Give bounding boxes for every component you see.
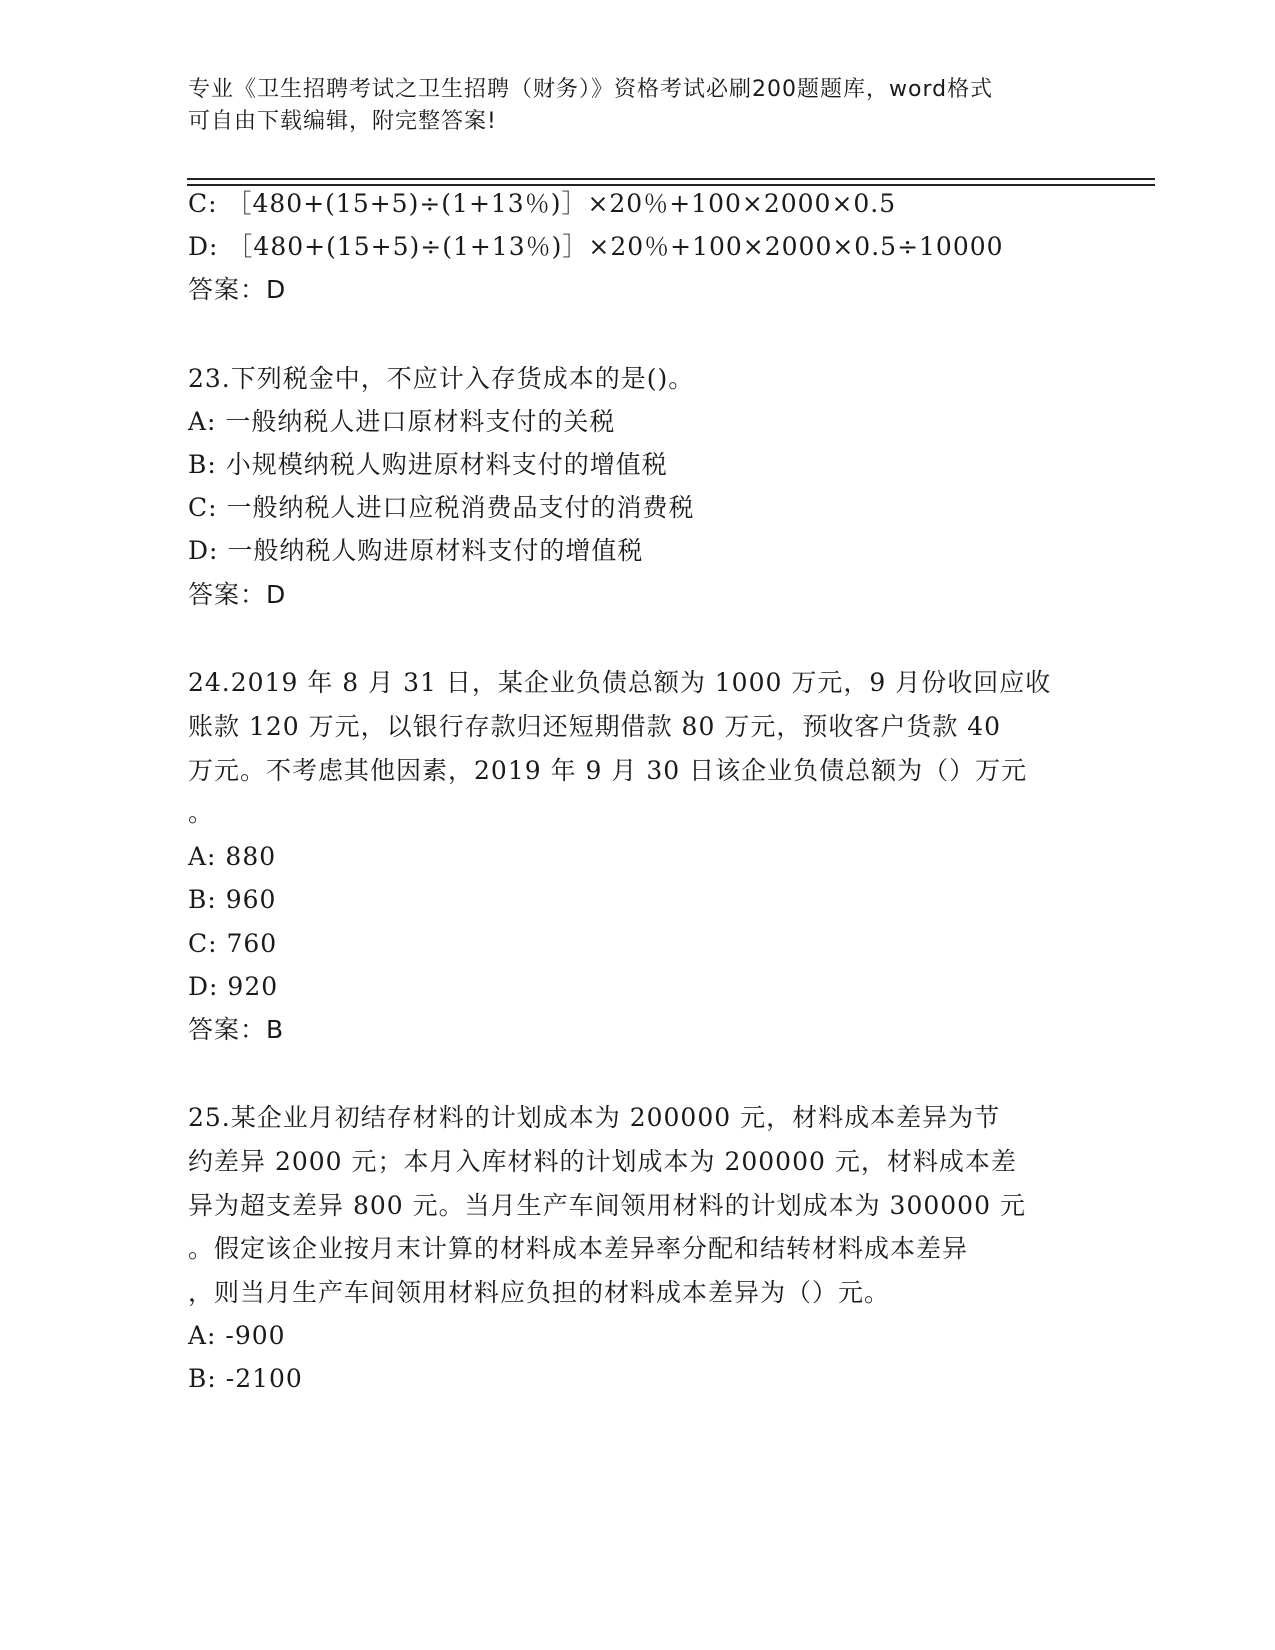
q23-answer: 答案：D <box>188 580 287 609</box>
q25-option-a: A: -900 <box>188 1321 286 1350</box>
q22-option-d: D: ［480+(15+5)÷(1+13％)］×20％+100×2000×0.5÷10000 <box>188 232 1004 261</box>
q25-stem-line-2: 约差异 2000 元；本月入库材料的计划成本为 200000 元，材料成本差 <box>188 1147 1017 1176</box>
q23-option-b: B: 小规模纳税人购进原材料支付的增值税 <box>188 450 668 479</box>
q24-stem-line-4: 。 <box>188 798 215 827</box>
q25-stem-line-4: 。假定该企业按月末计算的材料成本差异率分配和结转材料成本差异 <box>188 1234 969 1263</box>
q24-stem-line-2: 账款 120 万元，以银行存款归还短期借款 80 万元，预收客户货款 40 <box>188 712 1002 741</box>
q25-option-b: B: -2100 <box>188 1364 303 1393</box>
q22-option-c: C: ［480+(15+5)÷(1+13％)］×20％+100×2000×0.5 <box>188 189 897 218</box>
header-title-line-2: 可自由下载编辑，附完整答案! <box>188 109 497 134</box>
q24-option-a: A: 880 <box>188 842 277 871</box>
header-divider-top <box>187 178 1155 180</box>
q24-answer: 答案：B <box>188 1015 285 1044</box>
q25-stem-line-1: 25.某企业月初结存材料的计划成本为 200000 元，材料成本差异为节 <box>188 1103 1001 1132</box>
q24-stem-line-3: 万元。不考虑其他因素，2019 年 9 月 30 日该企业负债总额为（）万元 <box>188 756 1028 785</box>
q23-option-a: A: 一般纳税人进口原材料支付的关税 <box>188 407 616 436</box>
q24-option-b: B: 960 <box>188 885 277 914</box>
q23-option-d: D: 一般纳税人购进原材料支付的增值税 <box>188 536 644 565</box>
q23-stem: 23.下列税金中，不应计入存货成本的是()。 <box>188 364 695 393</box>
q24-option-c: C: 760 <box>188 929 278 958</box>
q25-stem-line-5: ，则当月生产车间领用材料应负担的材料成本差异为（）元。 <box>188 1278 891 1307</box>
q25-stem-line-3: 异为超支差异 800 元。当月生产车间领用材料的计划成本为 300000 元 <box>188 1191 1026 1220</box>
q24-option-d: D: 920 <box>188 972 279 1001</box>
header-title-line-1: 专业《卫生招聘考试之卫生招聘（财务）》资格考试必刷200题题库，word格式 <box>188 77 994 102</box>
header-divider-bottom <box>187 184 1155 186</box>
q23-option-c: C: 一般纳税人进口应税消费品支付的消费税 <box>188 493 695 522</box>
document-header <box>188 74 1068 138</box>
q22-answer: 答案：D <box>188 275 287 304</box>
q24-stem-line-1: 24.2019 年 8 月 31 日，某企业负债总额为 1000 万元，9 月份收回应收 <box>188 668 1052 697</box>
